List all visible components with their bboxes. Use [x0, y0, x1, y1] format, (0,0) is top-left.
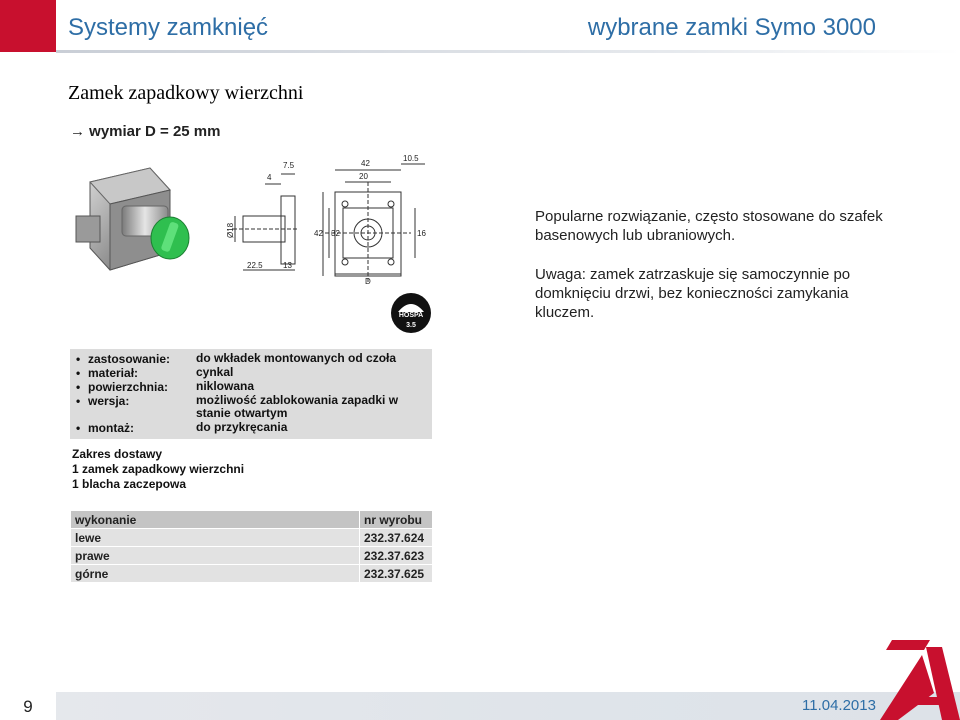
hospa-brand: HOSPA [398, 312, 424, 319]
delivery-scope [72, 447, 244, 492]
description [535, 207, 895, 342]
description-paragraph-2: Uwaga: zamek zatrzaskuje się samoczynnie po domknięciu drzwi, bez konieczności zamykania kluczem. [535, 266, 851, 321]
table-cell: lewe [71, 529, 360, 547]
dim-d: D [365, 277, 371, 286]
header-red-block [0, 0, 56, 52]
section-title: Zamek zapadkowy wierzchni [68, 82, 304, 104]
dim-16: 16 [417, 229, 426, 238]
dim-22-5: 22.5 [247, 261, 263, 270]
dim-20: 20 [359, 172, 368, 181]
delivery-title: Zakres dostawy [72, 447, 163, 461]
table-header-row [71, 511, 433, 529]
lock-photo-image [70, 160, 198, 282]
dim-7-5: 7.5 [283, 161, 295, 170]
table-cell: 232.37.623 [360, 547, 433, 565]
dim-10-5: 10.5 [403, 154, 419, 163]
spec-list: • zastosowanie: do wkładek montowanych od czoła • materiał: cynkal • powierzchnia: niklowana • wersja: możliwość zablokowania zapadki w stanie otwartym • montaż: do przykręcania [70, 349, 432, 439]
table-cell: prawe [71, 547, 360, 565]
table-header: nr wyrobu [360, 511, 433, 529]
dim-42-vertical: 42 [314, 229, 323, 238]
header-title: Systemy zamknięć [68, 14, 269, 41]
dim-d18: Ø18 [226, 222, 235, 238]
dimension-heading: → wymiar D = 25 mm [70, 123, 221, 140]
dim-13: 13 [283, 261, 292, 270]
hospa-value: 3.5 [406, 322, 416, 329]
description-paragraph-1: Popularne rozwiązanie, często stosowane do szafek basenowych lub ubraniowych. [535, 208, 883, 244]
footer-date: 11.04.2013 [802, 697, 876, 714]
table-cell: górne [71, 565, 360, 583]
table-row [71, 529, 433, 547]
table-row [71, 547, 433, 565]
table-row [71, 565, 433, 583]
order-table [70, 510, 433, 583]
brand-logo-icon [880, 635, 960, 720]
technical-drawing [225, 152, 440, 287]
header-divider [56, 50, 960, 53]
page-number: 9 [23, 697, 33, 716]
table-cell: 232.37.624 [360, 529, 433, 547]
table-cell: 232.37.625 [360, 565, 433, 583]
table-header: wykonanie [71, 511, 360, 529]
hospa-badge-icon [390, 292, 432, 334]
dim-32: 32 [331, 229, 340, 238]
header-subtitle: wybrane zamki Symo 3000 [587, 14, 876, 41]
dim-42: 42 [361, 159, 370, 168]
dim-4: 4 [267, 173, 272, 182]
delivery-item: 1 zamek zapadkowy wierzchni [72, 462, 245, 476]
delivery-item: 1 blacha zaczepowa [72, 477, 187, 491]
